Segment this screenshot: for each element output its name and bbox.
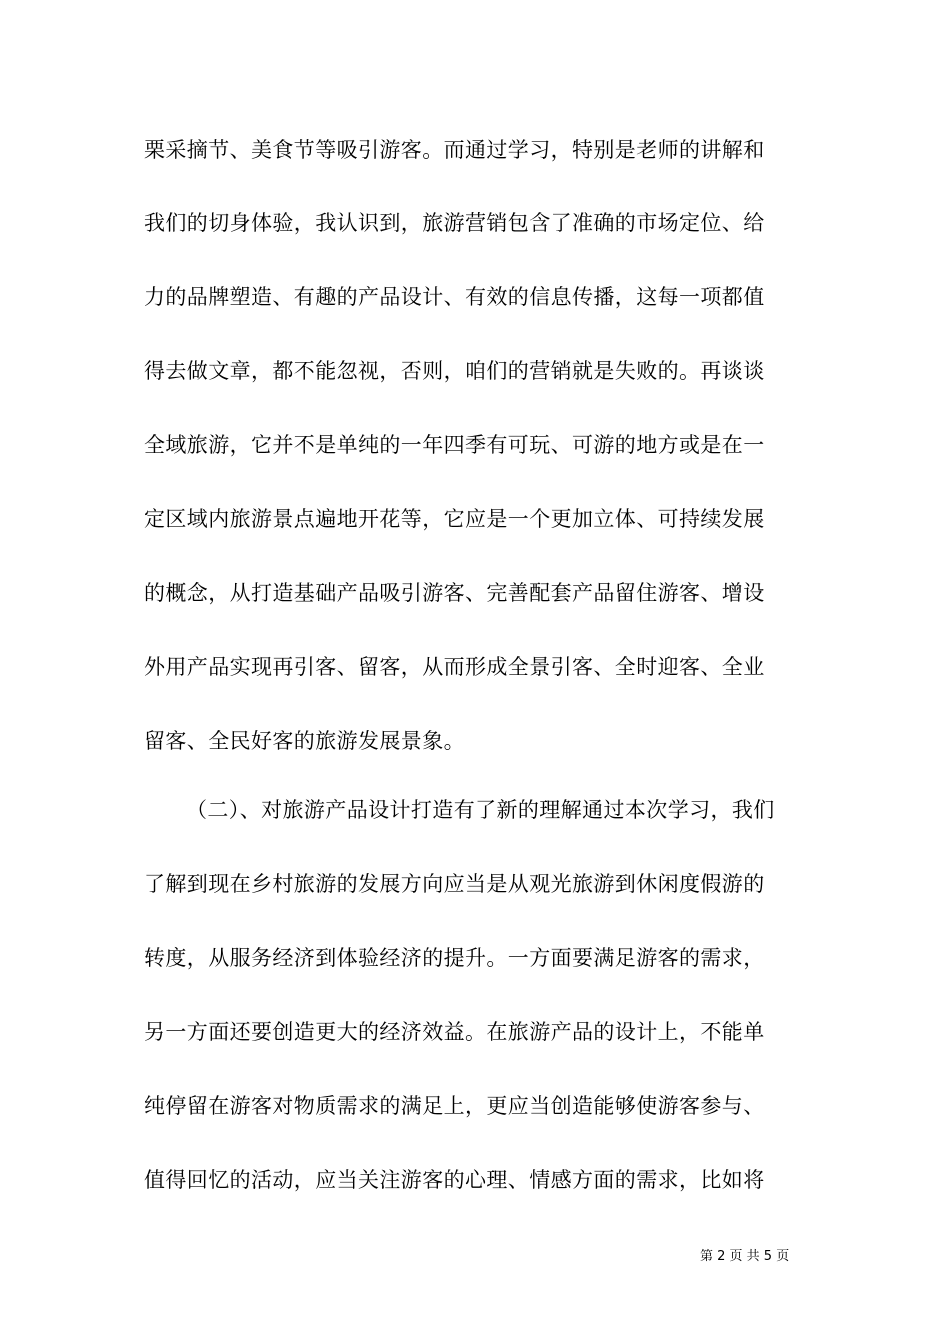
text-line: 纯停留在游客对物质需求的满足上，更应当创造能够使游客参与、 [144, 1094, 765, 1118]
text-line: 留客、全民好客的旅游发展景象。 [144, 729, 465, 753]
page-number-footer: 第 2 页 共 5 页 [700, 1249, 790, 1264]
text-line: 值得回忆的活动，应当关注游客的心理、情感方面的需求，比如将 [144, 1168, 765, 1192]
text-line: 转度，从服务经济到体验经济的提升。一方面要满足游客的需求， [144, 946, 765, 970]
text-line: 定区域内旅游景点遍地开花等，它应是一个更加立体、可持续发展 [144, 507, 765, 531]
text-line: 栗采摘节、美食节等吸引游客。而通过学习，特别是老师的讲解和 [144, 138, 765, 162]
text-line: 力的品牌塑造、有趣的产品设计、有效的信息传播，这每一项都值 [144, 285, 765, 309]
text-line: 得去做文章，都不能忽视，否则，咱们的营销就是失败的。再谈谈 [144, 359, 765, 383]
text-line: 了解到现在乡村旅游的发展方向应当是从观光旅游到休闲度假游的 [144, 872, 765, 896]
text-line: 另一方面还要创造更大的经济效益。在旅游产品的设计上，不能单 [144, 1020, 765, 1044]
section-heading-line: （二）、对旅游产品设计打造有了新的理解通过本次学习，我们 [186, 798, 775, 822]
text-line: 的概念，从打造基础产品吸引游客、完善配套产品留住游客、增设 [144, 581, 765, 605]
text-line: 外用产品实现再引客、留客，从而形成全景引客、全时迎客、全业 [144, 655, 765, 679]
text-line: 全域旅游，它并不是单纯的一年四季有可玩、可游的地方或是在一 [144, 433, 765, 457]
text-line: 我们的切身体验，我认识到，旅游营销包含了准确的市场定位、给 [144, 211, 765, 235]
